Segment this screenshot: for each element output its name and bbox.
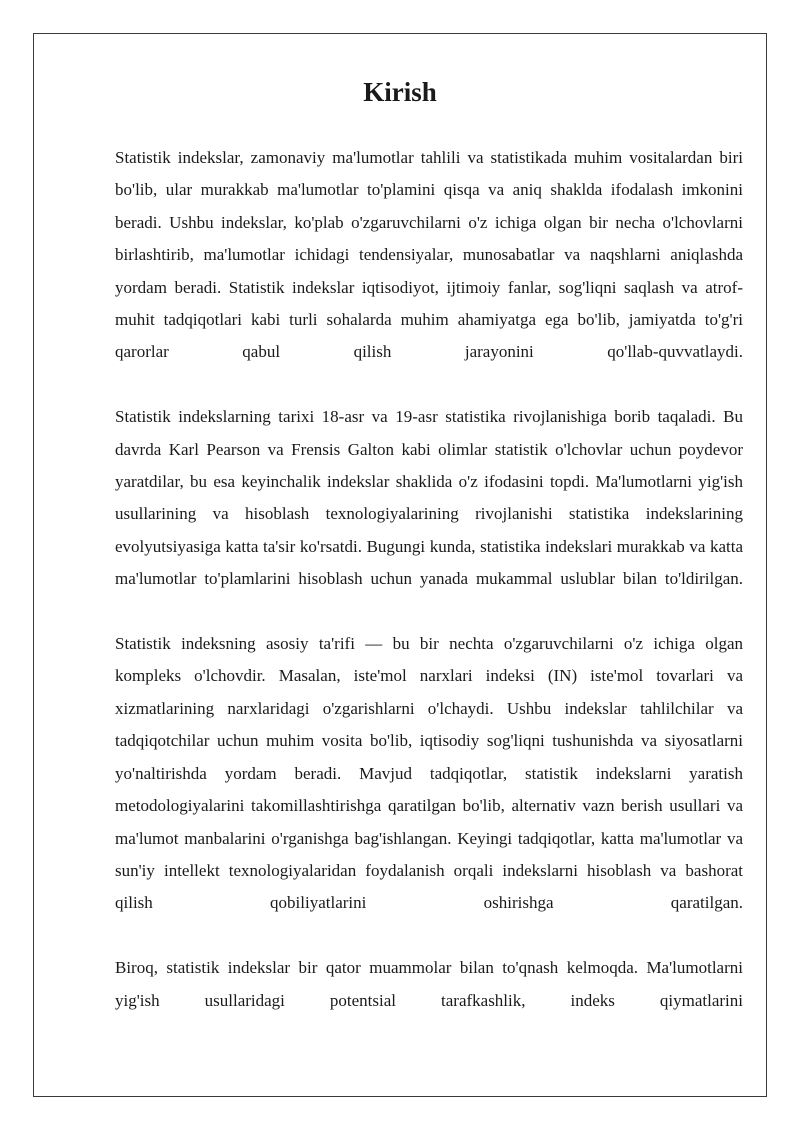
paragraph-2: Statistik indekslarning tarixi 18-asr va 19-asr statistika rivojlanishiga borib taqaladi. Bu davrda Karl Pearson va Frensis Galton kabi olimlar statistik o'lchovlar uchun poydevor yaratdilar, bu esa keyinchalik indekslar shaklida o'z ifodasini topdi. Ma'lumotlarni yig'ish usullarining va hisoblash texnologiyalarining rivojlanishi statistika indekslarining evolyutsiyasiga katta ta'sir ko'rsatdi. Bugungi kunda, statistika indekslari murakkab va katta ma'lumotlar to'plamlarini hisoblash uchun yanada mukammal uslublar bilan to'ldirilgan.	[115, 407, 743, 589]
page-body	[115, 142, 743, 1049]
paragraph-4: Biroq, statistik indekslar bir qator muammolar bilan to'qnash kelmoqda. Ma'lumotlarni yig'ish usullaridagi potentsial tarafkashlik, indeks qiymatlarini	[115, 958, 743, 1010]
paragraph-3: Statistik indeksning asosiy ta'rifi — bu bir nechta o'zgaruvchilarni o'z ichiga olgan kompleks o'lchovdir. Masalan, iste'mol narxlari indeksi (IN) iste'mol tovarlari va xizmatlarining narxlaridagi o'zgarishlarni o'lchaydi. Ushbu indekslar tahlilchilar va tadqiqotchilar uchun muhim vosita bo'lib, iqtisodiy sog'liqni tushunishda va siyosatlarni yo'naltirishda yordam beradi. Mavjud tadqiqotlar, statistik indekslarni yaratish metodologiyalarini takomillashtirishga qaratilgan bo'lib, alternativ vazn berish usullari va ma'lumot manbalarini o'rganishga bag'ishlangan. Keyingi tadqiqotlar, katta ma'lumotlar va sun'iy intellekt texnologiyalaridan foydalanish orqali indekslarni hisoblash va bashorat qilish qobiliyatlarini oshirishga qaratilgan.	[115, 634, 743, 913]
page-title: Kirish	[363, 77, 437, 107]
paragraph-1: Statistik indekslar, zamonaviy ma'lumotlar tahlili va statistikada muhim vositalardan biri bo'lib, ular murakkab ma'lumotlar to'plamini qisqa va aniq shaklda ifodalash imkonini beradi. Ushbu indekslar, ko'plab o'zgaruvchilarni o'z ichiga olgan bir necha o'lchovlarni birlashtirib, ma'lumotlar ichidagi tendensiyalar, munosabatlar va naqshlarni aniqlashda yordam beradi. Statistik indekslar iqtisodiyot, ijtimoiy fanlar, sog'liqni saqlash va atrof-muhit tadqiqotlari kabi turli sohalarda muhim ahamiyatga ega bo'lib, jamiyatda to'g'ri qarorlar qabul qilish jarayonini qo'llab-quvvatlaydi.	[115, 148, 743, 362]
document-page	[33, 33, 767, 1097]
